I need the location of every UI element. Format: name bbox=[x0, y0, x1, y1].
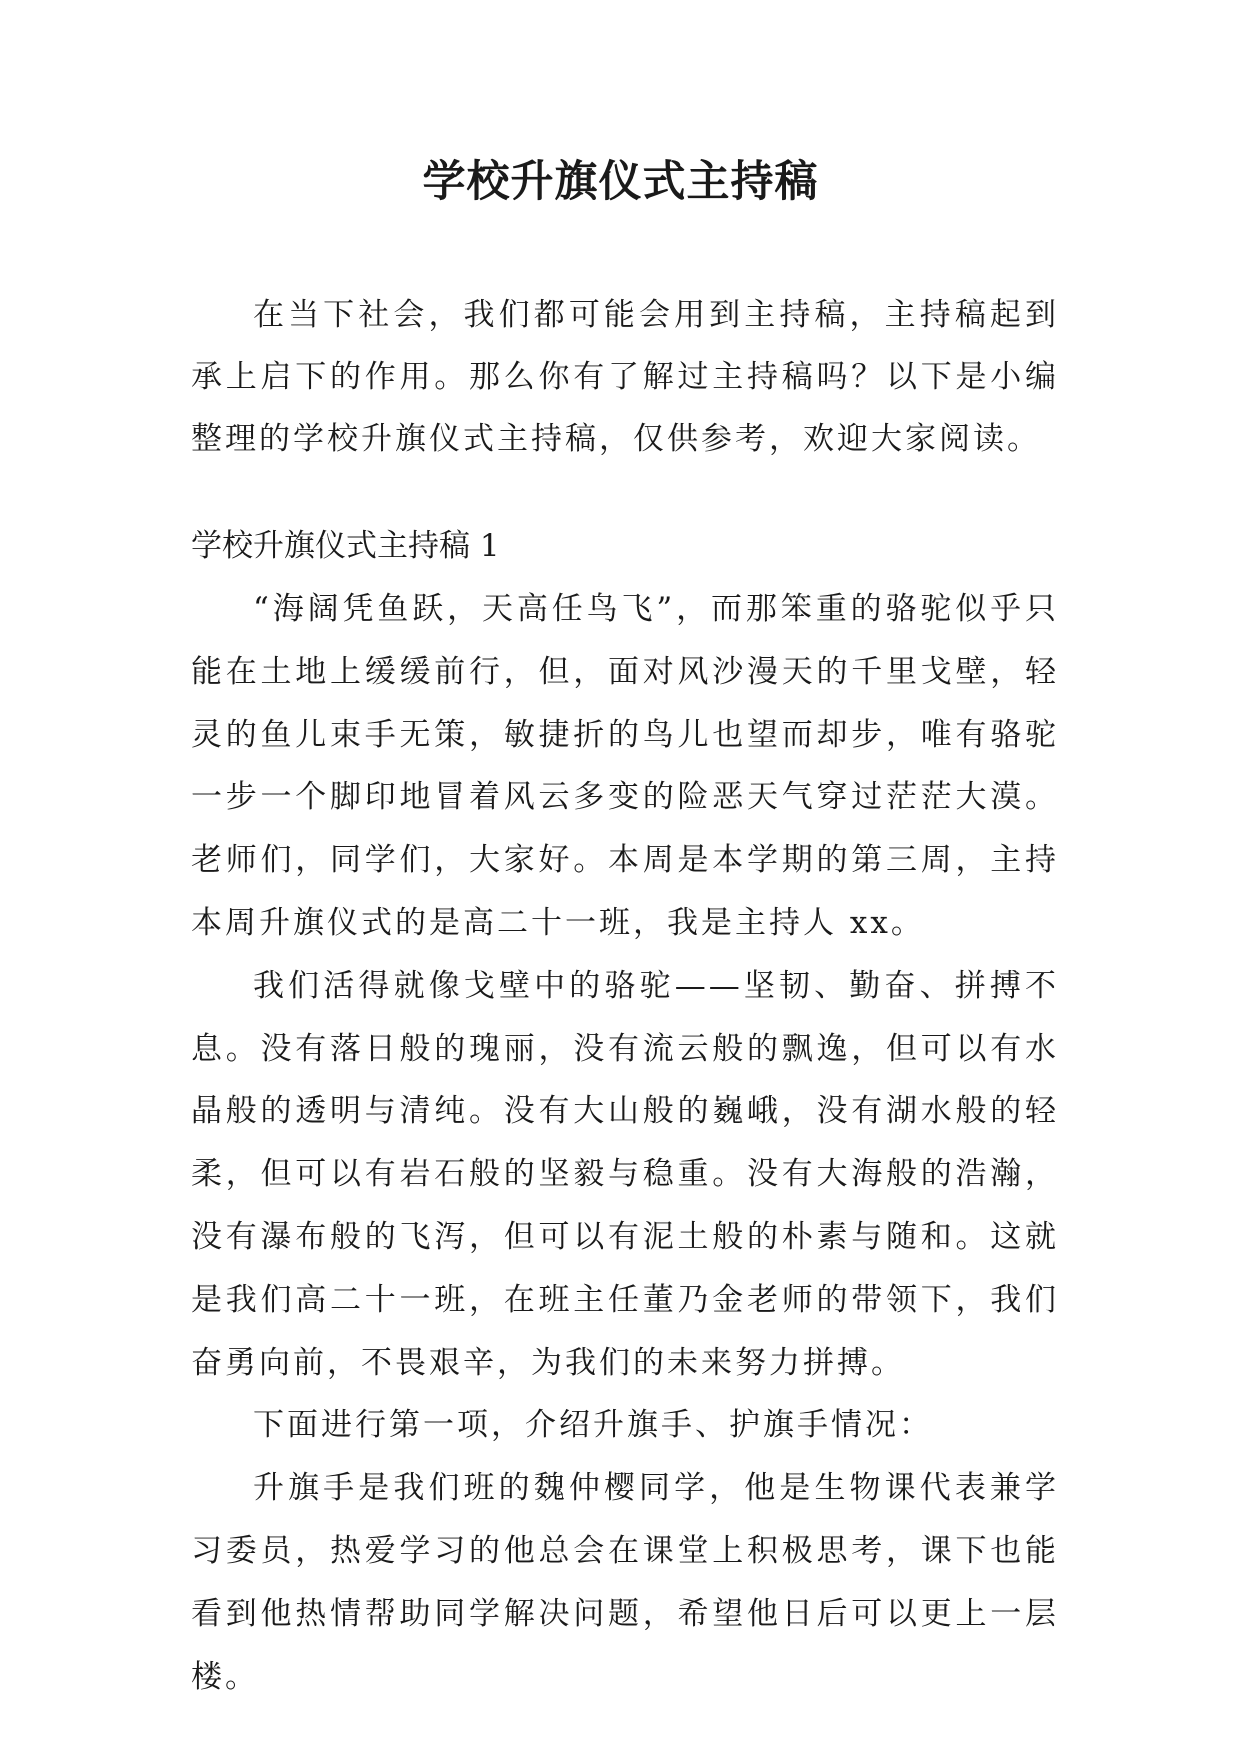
section-heading: 学校升旗仪式主持稿 1 bbox=[191, 528, 500, 564]
section-content bbox=[191, 578, 1059, 1708]
document-title: 学校升旗仪式主持稿 bbox=[422, 157, 819, 207]
paragraph: “海阔凭鱼跃，天高任鸟飞”，而那笨重的骆驼似乎只能在土地上缓缓前行，但，面对风沙漫天的千里戈壁，轻灵的鱼儿束手无策，敏捷折的鸟儿也望而却步，唯有骆驼一步一个脚印地冒着风云多变的险恶天气穿过茫茫大漠。老师们，同学们，大家好。本周是本学期的第三周，主持本周升旗仪式的是高二十一班，我是主持人 xx。 bbox=[191, 591, 1059, 941]
paragraph: 升旗手是我们班的魏仲樱同学，他是生物课代表兼学习委员，热爱学习的他总会在课堂上积极思考，课下也能看到他热情帮助同学解决问题，希望他日后可以更上一层楼。 bbox=[191, 1470, 1059, 1695]
paragraph: 下面进行第一项，介绍升旗手、护旗手情况： bbox=[253, 1407, 933, 1444]
intro-block bbox=[191, 284, 1059, 470]
intro-paragraph: 在当下社会，我们都可能会用到主持稿，主持稿起到承上启下的作用。那么你有了解过主持稿吗？以下是小编整理的学校升旗仪式主持稿，仅供参考，欢迎大家阅读。 bbox=[191, 297, 1059, 457]
paragraph: 我们活得就像戈壁中的骆驼——坚韧、勤奋、拼搏不息。没有落日般的瑰丽，没有流云般的飘逸，但可以有水晶般的透明与清纯。没有大山般的巍峨，没有湖水般的轻柔，但可以有岩石般的坚毅与稳重。没有大海般的浩瀚，没有瀑布般的飞泻，但可以有泥土般的朴素与随和。这就是我们高二十一班，在班主任董乃金老师的带领下，我们奋勇向前，不畏艰辛，为我们的未来努力拼搏。 bbox=[191, 967, 1059, 1381]
